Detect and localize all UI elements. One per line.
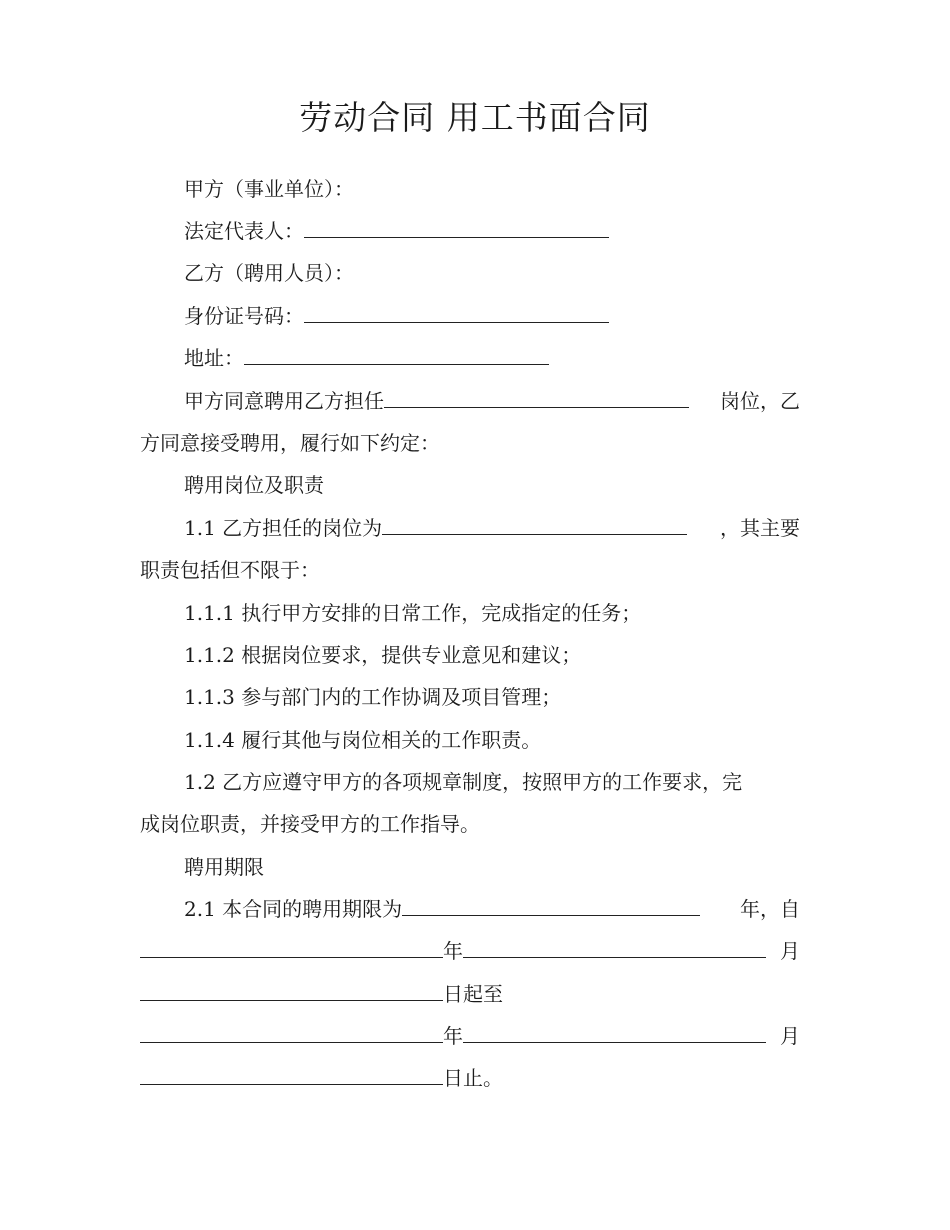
clause-1-1-3: 1.1.3 参与部门内的工作协调及项目管理； [184,685,562,709]
legal-rep-blank[interactable] [304,217,609,238]
party-a-label: 甲方（事业单位）： [184,177,354,201]
clause-1-1-line-2: 职责包括但不限于： [140,558,320,582]
end-day-suffix: 日止。 [443,1066,503,1090]
clause-1-1-prefix: 1.1 乙方担任的岗位为 [184,516,383,540]
start-day-blank[interactable] [140,980,443,1001]
start-day-line [140,980,800,1008]
clause-2-1-line-1 [140,895,800,923]
party-a-line [140,175,844,203]
clause-1-2-line-1: 1.2 乙方应遵守甲方的各项规章制度，按照甲方的工作要求，完 [184,770,743,794]
end-day-line [140,1064,800,1092]
start-month-unit: 月 [780,939,800,963]
clause-1-1-2: 1.1.2 根据岗位要求，提供专业意见和建议； [184,643,582,667]
address-blank[interactable] [244,344,549,365]
start-month-blank[interactable] [463,937,766,958]
document-title: 劳动合同 用工书面合同 [299,98,651,137]
end-year-blank[interactable] [140,1022,443,1043]
end-month-blank[interactable] [463,1022,766,1043]
clause-1-1-1: 1.1.1 执行甲方安排的日常工作，完成指定的任务； [184,601,642,625]
agree-line-1 [140,387,800,415]
id-number-line [140,302,844,330]
clause-1-2-line-2: 成岗位职责，并接受甲方的工作指导。 [140,812,480,836]
agree-suffix: 岗位，乙 [720,389,800,413]
party-b-label: 乙方（聘用人员）： [184,261,354,285]
id-number-label: 身份证号码： [184,304,304,328]
end-day-blank[interactable] [140,1064,443,1085]
clause-1-1-4: 1.1.4 履行其他与岗位相关的工作职责。 [184,728,542,752]
clause-1-1-suffix: ，其主要 [720,516,800,540]
agree-prefix: 甲方同意聘用乙方担任 [184,389,384,413]
agree-line-2: 方同意接受聘用，履行如下约定： [140,431,440,455]
address-line [140,344,844,372]
start-year-month-line [140,937,800,965]
address-label: 地址： [184,346,244,370]
start-year-unit: 年 [443,939,463,963]
term-years-blank[interactable] [402,895,700,916]
section2-heading: 聘用期限 [184,855,264,879]
id-number-blank[interactable] [304,302,609,323]
start-day-suffix: 日起至 [443,982,503,1006]
end-month-unit: 月 [780,1024,800,1048]
clause-1-1-line-1 [140,514,800,542]
clause-1-1-blank[interactable] [382,514,687,535]
legal-rep-line [140,217,844,245]
position-blank[interactable] [384,387,689,408]
end-year-month-line [140,1022,800,1050]
party-b-line [140,259,844,287]
start-year-blank[interactable] [140,937,443,958]
section1-heading: 聘用岗位及职责 [184,473,324,497]
legal-rep-label: 法定代表人： [184,219,304,243]
clause-2-1-suffix: 年，自 [740,897,800,921]
clause-2-1-prefix: 2.1 本合同的聘用期限为 [184,897,403,921]
end-year-unit: 年 [443,1024,463,1048]
